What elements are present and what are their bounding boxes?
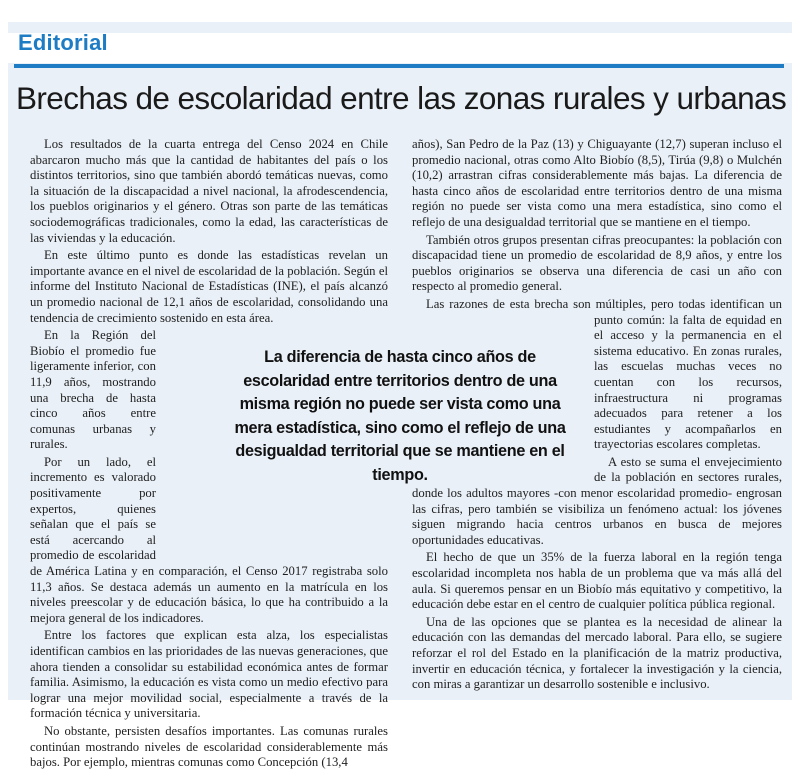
paragraph: Por un lado, el incremento es valorado positivamente por expertos, quienes señalan que el país se está acercando al promedio de escolaridad de América Latina y en comparación, el Censo 2017 registraba solo 11,3 años. Se destaca además un aumento en la matrícula en los niveles preescolar y de educación básica, lo que ha contribuido a la mejora general de los indicadores.: [30, 454, 388, 625]
section-bar: [8, 33, 792, 63]
section-label: Editorial: [18, 30, 108, 55]
headline: Brechas de escolaridad entre las zonas rurales y urbanas: [16, 80, 787, 116]
paragraph: En este último punto es donde las estadísticas revelan un importante avance en el nivel de escolaridad de la población. Según el informe del Instituto Nacional de Estadísticas (INE), el país alcanzó un promedio nacional de 12,1 años de escolaridad, consolidando una tendencia de crecimiento sostenido en esta área.: [30, 248, 388, 325]
paragraph: También otros grupos presentan cifras preocupantes: la población con discapacidad tiene un promedio de escolaridad de 8,9 años, y entre los pueblos originarios se observa una diferencia de casi un año con respecto al promedio general.: [412, 232, 782, 294]
paragraph: Una de las opciones que se plantea es la necesidad de alinear la educación con las demandas del mercado laboral. Para ello, se sugiere reforzar el rol del Estado en la planificación de la matriz productiva, invertir en educación técnica, y fortalecer la investigación y la ciencia, con miras a garantizar un desarrollo sostenible e inclusivo.: [412, 614, 782, 692]
paragraph: años), San Pedro de la Paz (13) y Chiguayante (12,7) superan incluso el promedio nacional, otras como Alto Biobío (8,5), Tirúa (9,8) o Mulchén (10,2) arrastran cifras considerablemente más bajas. La diferencia de hasta cinco años de escolaridad entre territorios dentro de una misma región no puede ser vista como una mera estadística, sino como el reflejo de una desigualdad territorial que se mantiene en el tiempo.: [412, 137, 782, 229]
paragraph: El hecho de que un 35% de la fuerza laboral en la región tenga escolaridad incompleta nos habla de un problema que va más allá del aula. Si queremos pensar en un Biobío más equitativo y competitivo, la educación debe estar en el centro de cualquier política pública regional.: [412, 550, 782, 612]
paragraph: En la Región del Biobío el promedio fue ligeramente inferior, con 11,9 años, mostrando una brecha de hasta cinco años entre comunas urbanas y rurales.: [30, 328, 156, 452]
paragraph: Los resultados de la cuarta entrega del Censo 2024 en Chile abarcaron mucho más que la cantidad de habitantes del país o los distintos territorios, sino que también abordó temáticas nuevas, como la situación de la discapacidad a nivel nacional, la afrodescendencia, los pueblos originarios y el género. Otras son parte de las temáticas sociodemográficas tradicionales, como la edad, las características de las viviendas y la educación.: [30, 137, 388, 245]
paragraph: Entre los factores que explican esta alza, los especialistas identifican cambios en las prioridades de las nuevas generaciones, que ahora tienden a consolidar su estabilidad económica antes de formar familia. Asimismo, la educación es vista como un medio efectivo para lograr una mejor movilidad social, especialmente a través de la formación técnica y universitaria.: [30, 628, 388, 721]
paragraph: No obstante, persisten desafíos importantes. Las comunas rurales continúan mostrando niveles de escolaridad considerablemente más bajos. Por ejemplo, mientras comunas como Concepción (13,4: [30, 723, 388, 770]
paragraph: A esto se suma el envejecimiento de la población en sectores rurales, donde los adultos mayores -con menor escolaridad promedio- engrosan las cifras, pero también se visibiliza un fenómeno actual: los jóvenes siguen migrando hacia centros urbanos en busca de mejores oportunidades educativas.: [412, 454, 782, 547]
pullquote: La diferencia de hasta cinco años de escolaridad entre territorios dentro de una misma región no puede ser vista como una mera estadística, sino como el reflejo de una desigualdad territorial que se mantiene en el tiempo.: [234, 348, 566, 484]
paragraph: Las razones de esta brecha son múltiples, pero todas identifican un punto común: la falta de equidad en el acceso y la permanencia en el sistema educativo. En zonas rurales, las escuelas muchas veces no cuentan con los recursos, infraestructura ni programas adecuados para retener a los estudiantes y acompañarlos en trayectorias escolares completas.: [426, 296, 782, 452]
section-rule: [14, 64, 784, 68]
